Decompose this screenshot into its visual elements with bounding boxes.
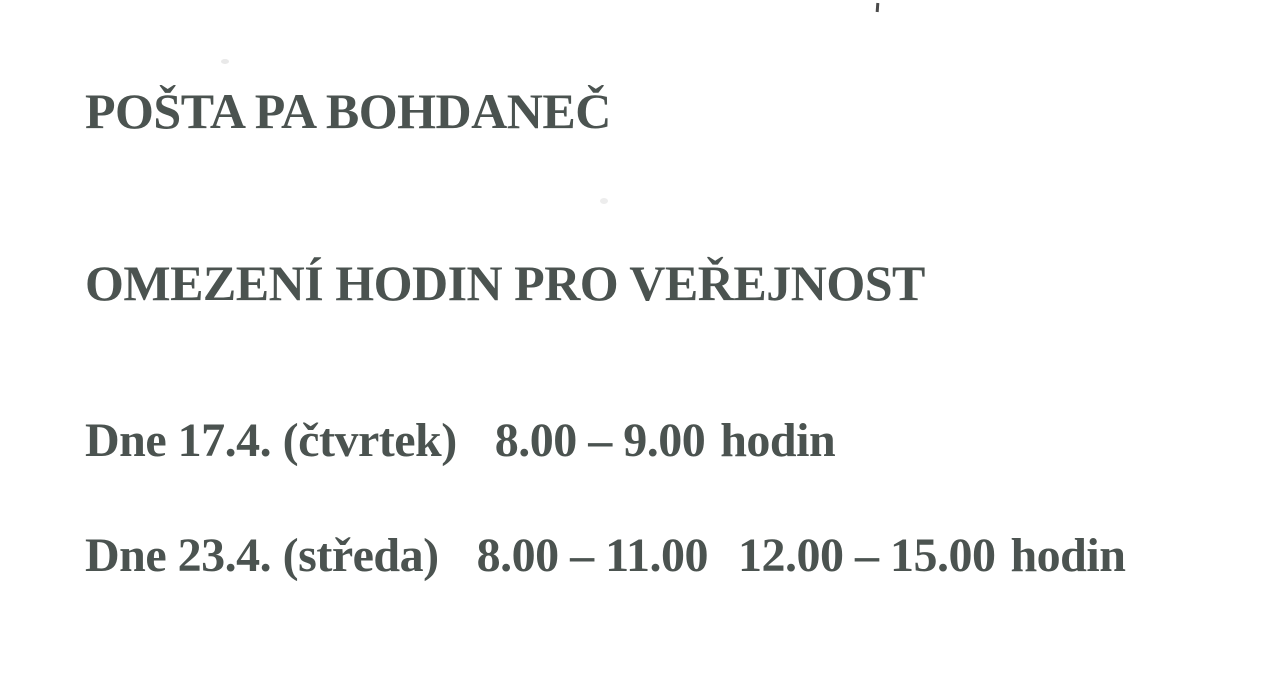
schedule-unit-label: hodin bbox=[1010, 529, 1126, 582]
notice-title: POŠTA PA BOHDANEČ bbox=[85, 83, 611, 139]
scan-artifact-speck bbox=[221, 59, 229, 64]
scan-artifact-speck bbox=[600, 198, 608, 204]
schedule-row bbox=[85, 414, 836, 467]
notice-subtitle: OMEZENÍ HODIN PRO VEŘEJNOST bbox=[85, 255, 925, 311]
schedule-time-range: 8.00 – 9.00 bbox=[494, 414, 706, 467]
schedule-row bbox=[85, 529, 1126, 582]
schedule-unit-label: hodin bbox=[720, 414, 836, 467]
schedule-time-range: 12.00 – 15.00 bbox=[737, 529, 996, 582]
schedule-time-range: 8.00 – 11.00 bbox=[476, 529, 708, 582]
schedule-date: Dne 17.4. (čtvrtek) bbox=[85, 414, 457, 467]
scan-artifact-tick bbox=[876, 3, 880, 12]
schedule-date: Dne 23.4. (středa) bbox=[85, 529, 439, 582]
